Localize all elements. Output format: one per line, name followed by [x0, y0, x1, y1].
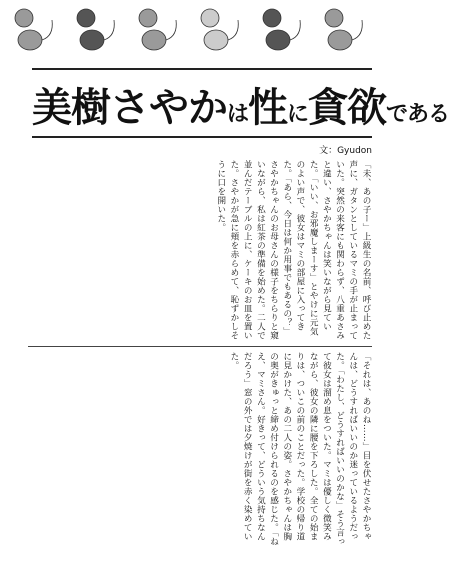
body-text-block-2: 「それは、あのね……」目を伏せたさやかちゃんは、どうすればいいのか迷っているようだった。「わたし、どうすればいいのかな」そう言って彼女は溜め息をついた。マミは優しく微笑みながら、彼女の隣に腰を下ろした。全ての始まりは、ついこの前のことだった。学校の帰り道に見かけた、あの二人の姿。さやかちゃんは胸の奥がきゅっと締め付けられるのを感じた。「ねえ、マミさん。好きって、どういう気持ちなんだろう」窓の外では夕焼けが街を赤く染めていた。 — [228, 352, 371, 546]
byline: 文：Gyudon — [319, 146, 372, 156]
title-part-4: に — [287, 102, 309, 127]
title-part-6: である — [386, 102, 449, 127]
title-frame — [32, 68, 449, 138]
title-part-2: は — [227, 102, 249, 127]
title-part-5: 貪欲 — [308, 85, 387, 131]
article-title — [32, 76, 449, 133]
monkey-illustration-row — [0, 0, 400, 58]
title-part-3: 性 — [248, 85, 288, 131]
title-part-1: 美樹さやか — [32, 85, 227, 131]
divider — [28, 346, 372, 347]
monkey-border — [0, 0, 400, 58]
body-text-block-1: 「未、あの子ー」上級生の名前、呼び止めた声に、ガタンとしているマミの手が止まっていた。突然の来客にも関わらず、八重あさみと違い、さやかちゃんは笑いながら見ていた。「いい、お邪魔しまーす」とやけに元気のよい声で、彼女はマミの部屋に入ってきた。「あら、今日は何か用事でもあるの？」さやかちゃんのお母さんの様子をちらりと窺いながら、私は紅茶の準備を始めた。二人で並んだテーブルの上に、ケーキのお皿を置いた。さやかが急に頬を赤らめて、恥ずかしそうに口を開いた。 — [215, 160, 371, 340]
